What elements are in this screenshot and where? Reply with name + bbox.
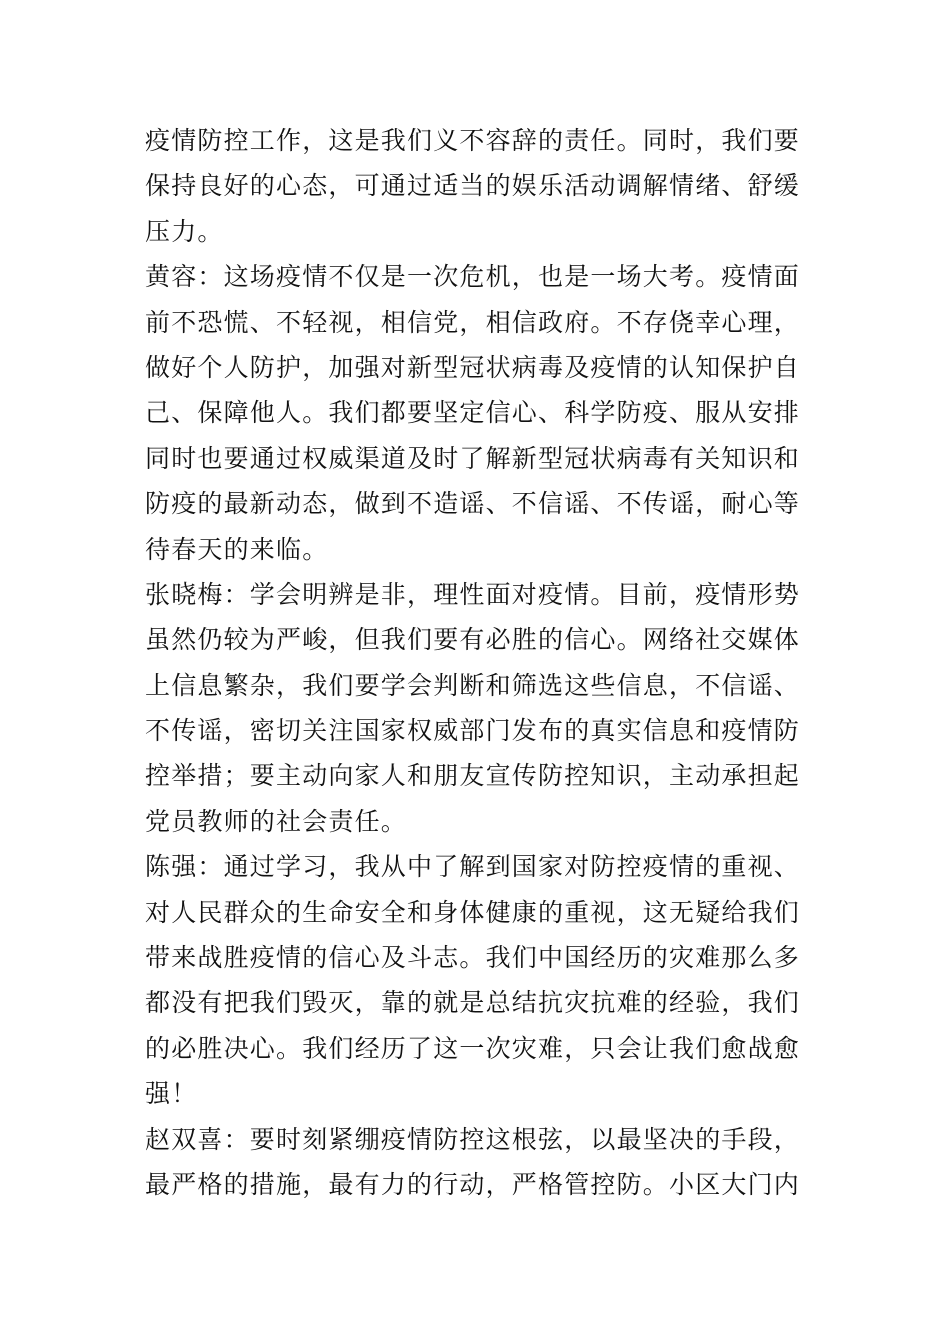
text-line: 上信息繁杂，我们要学会判断和筛选这些信息，不信谣、 bbox=[145, 670, 801, 700]
text-line: 带来战胜疫情的信心及斗志。我们中国经历的灾难那么多 bbox=[145, 943, 801, 973]
text-line: 的必胜决心。我们经历了这一次灾难，只会让我们愈战愈 bbox=[145, 1033, 801, 1063]
document-body bbox=[145, 118, 810, 1207]
text-line: 最严格的措施，最有力的行动，严格管控防。小区大门内 bbox=[145, 1169, 801, 1199]
text-line: 己、保障他人。我们都要坚定信心、科学防疫、服从安排 bbox=[145, 398, 801, 428]
text-line: 同时也要通过权威渠道及时了解新型冠状病毒有关知识和 bbox=[145, 443, 801, 473]
text-line: 都没有把我们毁灭，靠的就是总结抗灾抗难的经验，我们 bbox=[145, 988, 801, 1018]
text-line: 控举措；要主动向家人和朋友宣传防控知识，主动承担起 bbox=[145, 761, 801, 791]
text-line: 黄容：这场疫情不仅是一次危机，也是一场大考。疫情面 bbox=[145, 262, 801, 292]
text-line: 虽然仍较为严峻，但我们要有必胜的信心。网络社交媒体 bbox=[145, 625, 801, 655]
text-line: 陈强：通过学习，我从中了解到国家对防控疫情的重视、 bbox=[145, 852, 801, 882]
text-line: 防疫的最新动态，做到不造谣、不信谣、不传谣，耐心等 bbox=[145, 489, 801, 519]
text-line: 强！ bbox=[145, 1079, 198, 1109]
text-line: 做好个人防护，加强对新型冠状病毒及疫情的认知保护自 bbox=[145, 352, 801, 382]
text-line: 保持良好的心态，可通过适当的娱乐活动调解情绪、舒缓 bbox=[145, 171, 801, 201]
text-line: 对人民群众的生命安全和身体健康的重视，这无疑给我们 bbox=[145, 897, 801, 927]
text-line: 疫情防控工作，这是我们义不容辞的责任。同时，我们要 bbox=[145, 126, 801, 155]
text-line: 压力。 bbox=[145, 216, 224, 246]
text-line: 不传谣，密切关注国家权威部门发布的真实信息和疫情防 bbox=[145, 716, 801, 746]
text-line: 张晓梅：学会明辨是非，理性面对疫情。目前，疫情形势 bbox=[145, 579, 801, 609]
text-line: 赵双喜：要时刻紧绷疫情防控这根弦，以最坚决的手段， bbox=[145, 1124, 801, 1154]
text-line: 前不恐慌、不轻视，相信党，相信政府。不存侥幸心理， bbox=[145, 307, 801, 337]
text-line: 待春天的来临。 bbox=[145, 534, 329, 564]
text-line: 党员教师的社会责任。 bbox=[145, 806, 408, 836]
